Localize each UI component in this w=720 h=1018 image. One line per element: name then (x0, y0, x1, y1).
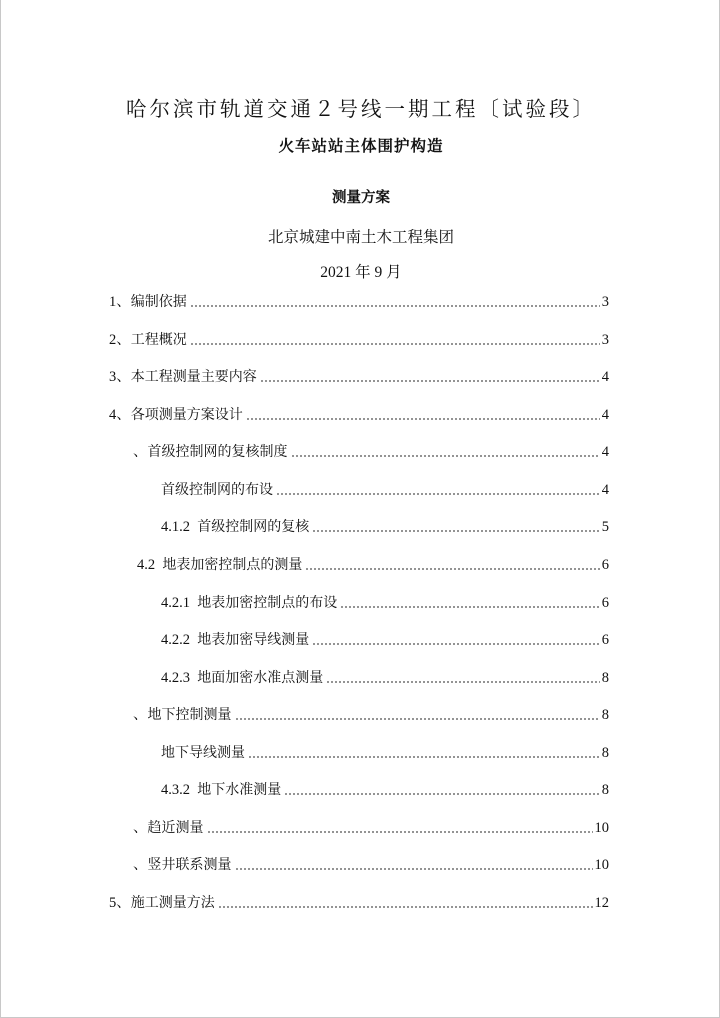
toc-entry-page: 6 (601, 557, 609, 573)
toc-entry-page: 12 (594, 895, 609, 911)
toc-dot-leader (284, 792, 600, 796)
toc-entry-number: 4.3.2 (161, 782, 198, 798)
toc-entry-number: 4.2 (137, 557, 163, 573)
toc-dot-leader (340, 605, 600, 609)
toc-entry-page: 8 (601, 782, 609, 798)
toc-entry-label: 本工程测量主要内容 (130, 369, 257, 385)
toc-entry-page: 4 (601, 407, 609, 423)
toc-entry-page: 8 (601, 670, 609, 686)
toc-entry[interactable] (109, 329, 609, 351)
toc-entry-label: 地下控制测量 (147, 707, 232, 723)
toc-entry-number: 4.2.1 (161, 595, 198, 611)
toc-entry-number: 4.2.2 (161, 632, 198, 648)
toc-entry-label: 工程概况 (130, 332, 187, 348)
toc-entry-label: 地面加密水准点测量 (197, 670, 324, 686)
toc-dot-leader (218, 905, 593, 909)
toc-entry[interactable] (133, 704, 609, 726)
toc-entry[interactable] (109, 892, 609, 914)
toc-entry-page: 3 (601, 332, 609, 348)
toc-entry-label: 趋近测量 (147, 820, 204, 836)
toc-entry-page: 8 (601, 707, 609, 723)
toc-dot-leader (190, 342, 600, 346)
toc-entry-number: 4.1.2 (161, 519, 198, 535)
toc-dot-leader (276, 492, 600, 496)
toc-entry[interactable] (161, 516, 609, 538)
toc-entry-label: 编制依据 (130, 294, 187, 310)
toc-entry[interactable] (161, 592, 609, 614)
toc-entry-number: 5、 (109, 895, 131, 911)
toc-entry-page: 4 (601, 482, 609, 498)
toc-entry-label: 首级控制网的布设 (161, 482, 273, 498)
toc-entry-number: 1、 (109, 294, 131, 310)
toc-dot-leader (248, 755, 600, 759)
toc-entry-label: 首级控制网的复核制度 (147, 444, 288, 460)
toc-entry-page: 8 (601, 745, 609, 761)
toc-entry-label: 首级控制网的复核 (197, 519, 310, 535)
document-date: 2021 年 9 月 (320, 264, 402, 281)
toc-entry-number: 、 (133, 857, 148, 873)
toc-entry-page: 6 (601, 595, 609, 611)
toc-entry[interactable] (161, 779, 609, 801)
toc-entry-page: 3 (601, 294, 609, 310)
toc-dot-leader (190, 304, 600, 308)
toc-dot-leader (312, 529, 600, 533)
toc-entry[interactable] (161, 629, 609, 651)
toc-entry-page: 4 (601, 444, 609, 460)
toc-entry[interactable] (109, 366, 609, 388)
toc-entry-label: 地表加密控制点的布设 (197, 595, 338, 611)
toc-entry-number: 4.2.3 (161, 670, 198, 686)
toc-entry-page: 5 (601, 519, 609, 535)
toc-dot-leader (260, 379, 600, 383)
toc-entry-label: 竖井联系测量 (147, 857, 232, 873)
toc-dot-leader (246, 417, 600, 421)
toc-entry-page: 4 (601, 369, 609, 385)
toc-entry-label: 各项测量方案设计 (130, 407, 243, 423)
toc-entry-page: 10 (594, 820, 609, 836)
toc-entry[interactable] (161, 479, 609, 501)
toc-entry-label: 地下水准测量 (197, 782, 282, 798)
toc-dot-leader (305, 567, 599, 571)
toc-entry[interactable] (133, 441, 609, 463)
toc-entry-number: 、 (133, 444, 148, 460)
toc-dot-leader (291, 454, 600, 458)
toc-dot-leader (312, 642, 600, 646)
toc-entry-label: 地表加密导线测量 (197, 632, 310, 648)
toc-entry-number: 4、 (109, 407, 131, 423)
toc-entry-number: 、 (133, 707, 148, 723)
toc-entry-number: 2、 (109, 332, 131, 348)
toc-dot-leader (235, 717, 600, 721)
toc-entry[interactable] (109, 291, 609, 313)
document-type: 测量方案 (332, 190, 390, 206)
toc-entry[interactable] (133, 817, 609, 839)
toc-entry-page: 10 (594, 857, 609, 873)
toc-entry-label: 地下导线测量 (161, 745, 245, 761)
toc-dot-leader (326, 680, 600, 684)
toc-entry-number: 3、 (109, 369, 131, 385)
toc-entry[interactable] (161, 742, 609, 764)
document-title: 哈尔滨市轨道交通２号线一期工程〔试验段〕 (126, 97, 596, 121)
toc-entry-page: 6 (601, 632, 609, 648)
toc-entry-label: 施工测量方法 (130, 895, 215, 911)
toc-entry-number: 、 (133, 820, 148, 836)
toc-entry[interactable] (161, 667, 609, 689)
toc-entry[interactable] (137, 554, 609, 576)
toc-dot-leader (207, 830, 593, 834)
document-subtitle: 火车站站主体围护构造 (278, 137, 444, 155)
toc-entry-label: 地表加密控制点的测量 (162, 557, 303, 573)
toc-entry[interactable] (133, 854, 609, 876)
organization-name: 北京城建中南土木工程集团 (267, 228, 454, 246)
toc-entry[interactable] (109, 404, 609, 426)
toc-dot-leader (235, 867, 593, 871)
